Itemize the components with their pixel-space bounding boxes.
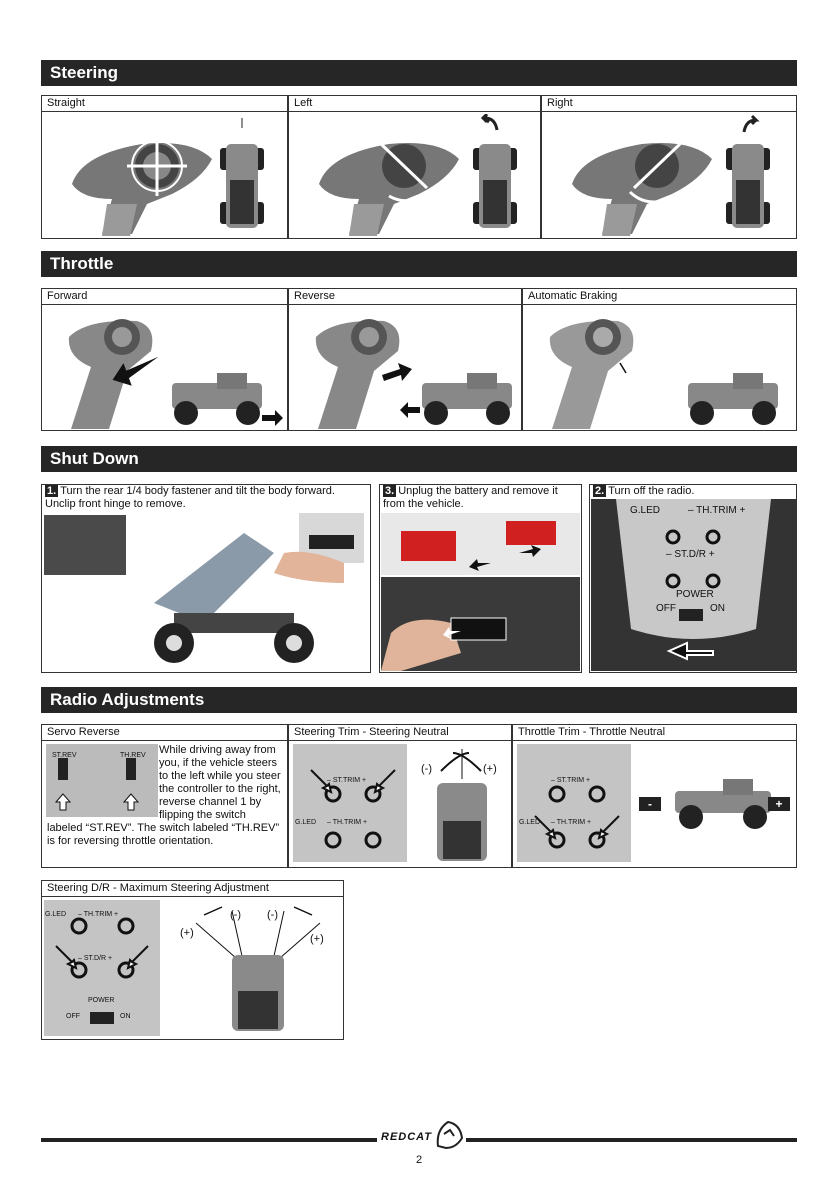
panel-right [541,95,797,239]
panel-label: Right [542,96,796,112]
panel-servo-reverse [41,724,288,868]
body-fastener-photo [44,515,126,575]
th-trim-label: – TH.TRIM + [688,505,746,516]
section-title-steering: Steering [41,60,797,86]
minus-label: (-) [421,763,432,775]
off-label: OFF [656,603,676,614]
transmitter-image [47,307,285,429]
plus-label-right: (+) [310,933,324,945]
throttle-trim-photo [517,744,631,862]
g-led-label: G.LED [630,505,661,516]
g-led-label: G.LED [295,819,317,826]
minus-label-right: (-) [267,909,278,921]
panel-label: Throttle Trim - Throttle Neutral [513,725,796,741]
step-number: 2. [595,485,605,497]
truck-top-view [218,144,268,230]
wildcat-logo-icon [434,1118,464,1150]
panel-steering-dr [41,880,344,1040]
st-trim-label: – ST.TRIM + [551,777,591,784]
st-dr-label: – ST.D/R + [666,549,715,560]
st-dr-label: – ST.D/R + [78,955,113,962]
g-led-label: G.LED [519,819,541,826]
th-trim-label: – TH.TRIM + [78,911,119,918]
panel-steering-trim [288,724,512,868]
st-rev-label: ST.REV [52,752,77,759]
page-number: 2 [415,1154,423,1166]
panel-straight [41,95,288,239]
truck-top-view [182,903,332,1033]
step-instruction: Unplug the battery and remove it from the vehicle. [383,485,558,510]
section-title-radio: Radio Adjustments [41,687,797,713]
step-2-text [593,485,793,498]
section-title-shutdown: Shut Down [41,446,797,472]
st-trim-label: – ST.TRIM + [327,777,367,784]
panel-label: Automatic Braking [523,289,796,305]
panel-label: Steering Trim - Steering Neutral [289,725,511,741]
shutdown-step-3 [379,484,582,673]
step-1-text [45,485,367,511]
plus-label: (+) [483,763,497,775]
step-number: 1. [47,485,57,497]
panel-label: Servo Reverse [42,725,287,741]
panel-automatic-braking [522,288,797,431]
battery-connector-photo [381,513,580,671]
shutdown-step-2 [589,484,797,673]
truck-top-view [471,144,521,230]
g-led-label: G.LED [45,911,67,918]
minus-label-left: (-) [230,909,241,921]
steering-trim-photo [293,744,407,862]
step-instruction: Turn off the radio. [608,485,695,497]
section-title-throttle: Throttle [41,251,797,277]
transmitter-image [528,307,793,429]
panel-label: Steering D/R - Maximum Steering Adjustment [42,881,343,897]
truck-top-view [724,144,774,230]
footer-rule-left [41,1138,377,1142]
servo-reverse-instructions [47,744,283,848]
power-label: POWER [676,589,714,600]
panel-left [288,95,541,239]
panel-label: Reverse [289,289,521,305]
step-number: 3. [385,485,395,497]
panel-label: Straight [42,96,287,112]
on-label: ON [710,603,725,614]
truck-body-removal-photo [134,513,366,669]
transmitter-image [294,307,519,429]
step-instruction: Turn the rear 1/4 body fastener and tilt the body forward. Unclip front hinge to remove. [45,485,335,510]
minus-badge: - [639,797,661,811]
footer-rule-right [466,1138,797,1142]
off-label: OFF [66,1013,80,1020]
shutdown-step-1 [41,484,371,673]
plus-label-left: (+) [180,927,194,939]
on-label: ON [120,1013,131,1020]
power-label: POWER [88,997,115,1004]
plus-badge: + [768,797,790,811]
th-rev-label: TH.REV [120,752,146,759]
panel-forward [41,288,288,431]
radio-power-photo [591,499,796,671]
panel-reverse [288,288,522,431]
th-trim-label: – TH.TRIM + [551,819,592,826]
th-trim-label: – TH.TRIM + [327,819,368,826]
steering-dr-photo [44,900,160,1036]
step-3-text [383,485,580,511]
panel-throttle-trim [512,724,797,868]
servo-reverse-text: While driving away from you, if the vehicle steers to the left while you steer the controller to the right, reverse channel 1 by flipping the switch labeled “ST.REV”. The switch labeled “TH.REV” is for reversing throttle orientation. [47,744,281,847]
panel-label: Left [289,96,540,112]
float-spacer [47,744,159,817]
brand-logo: REDCAT [381,1131,433,1143]
panel-label: Forward [42,289,287,305]
